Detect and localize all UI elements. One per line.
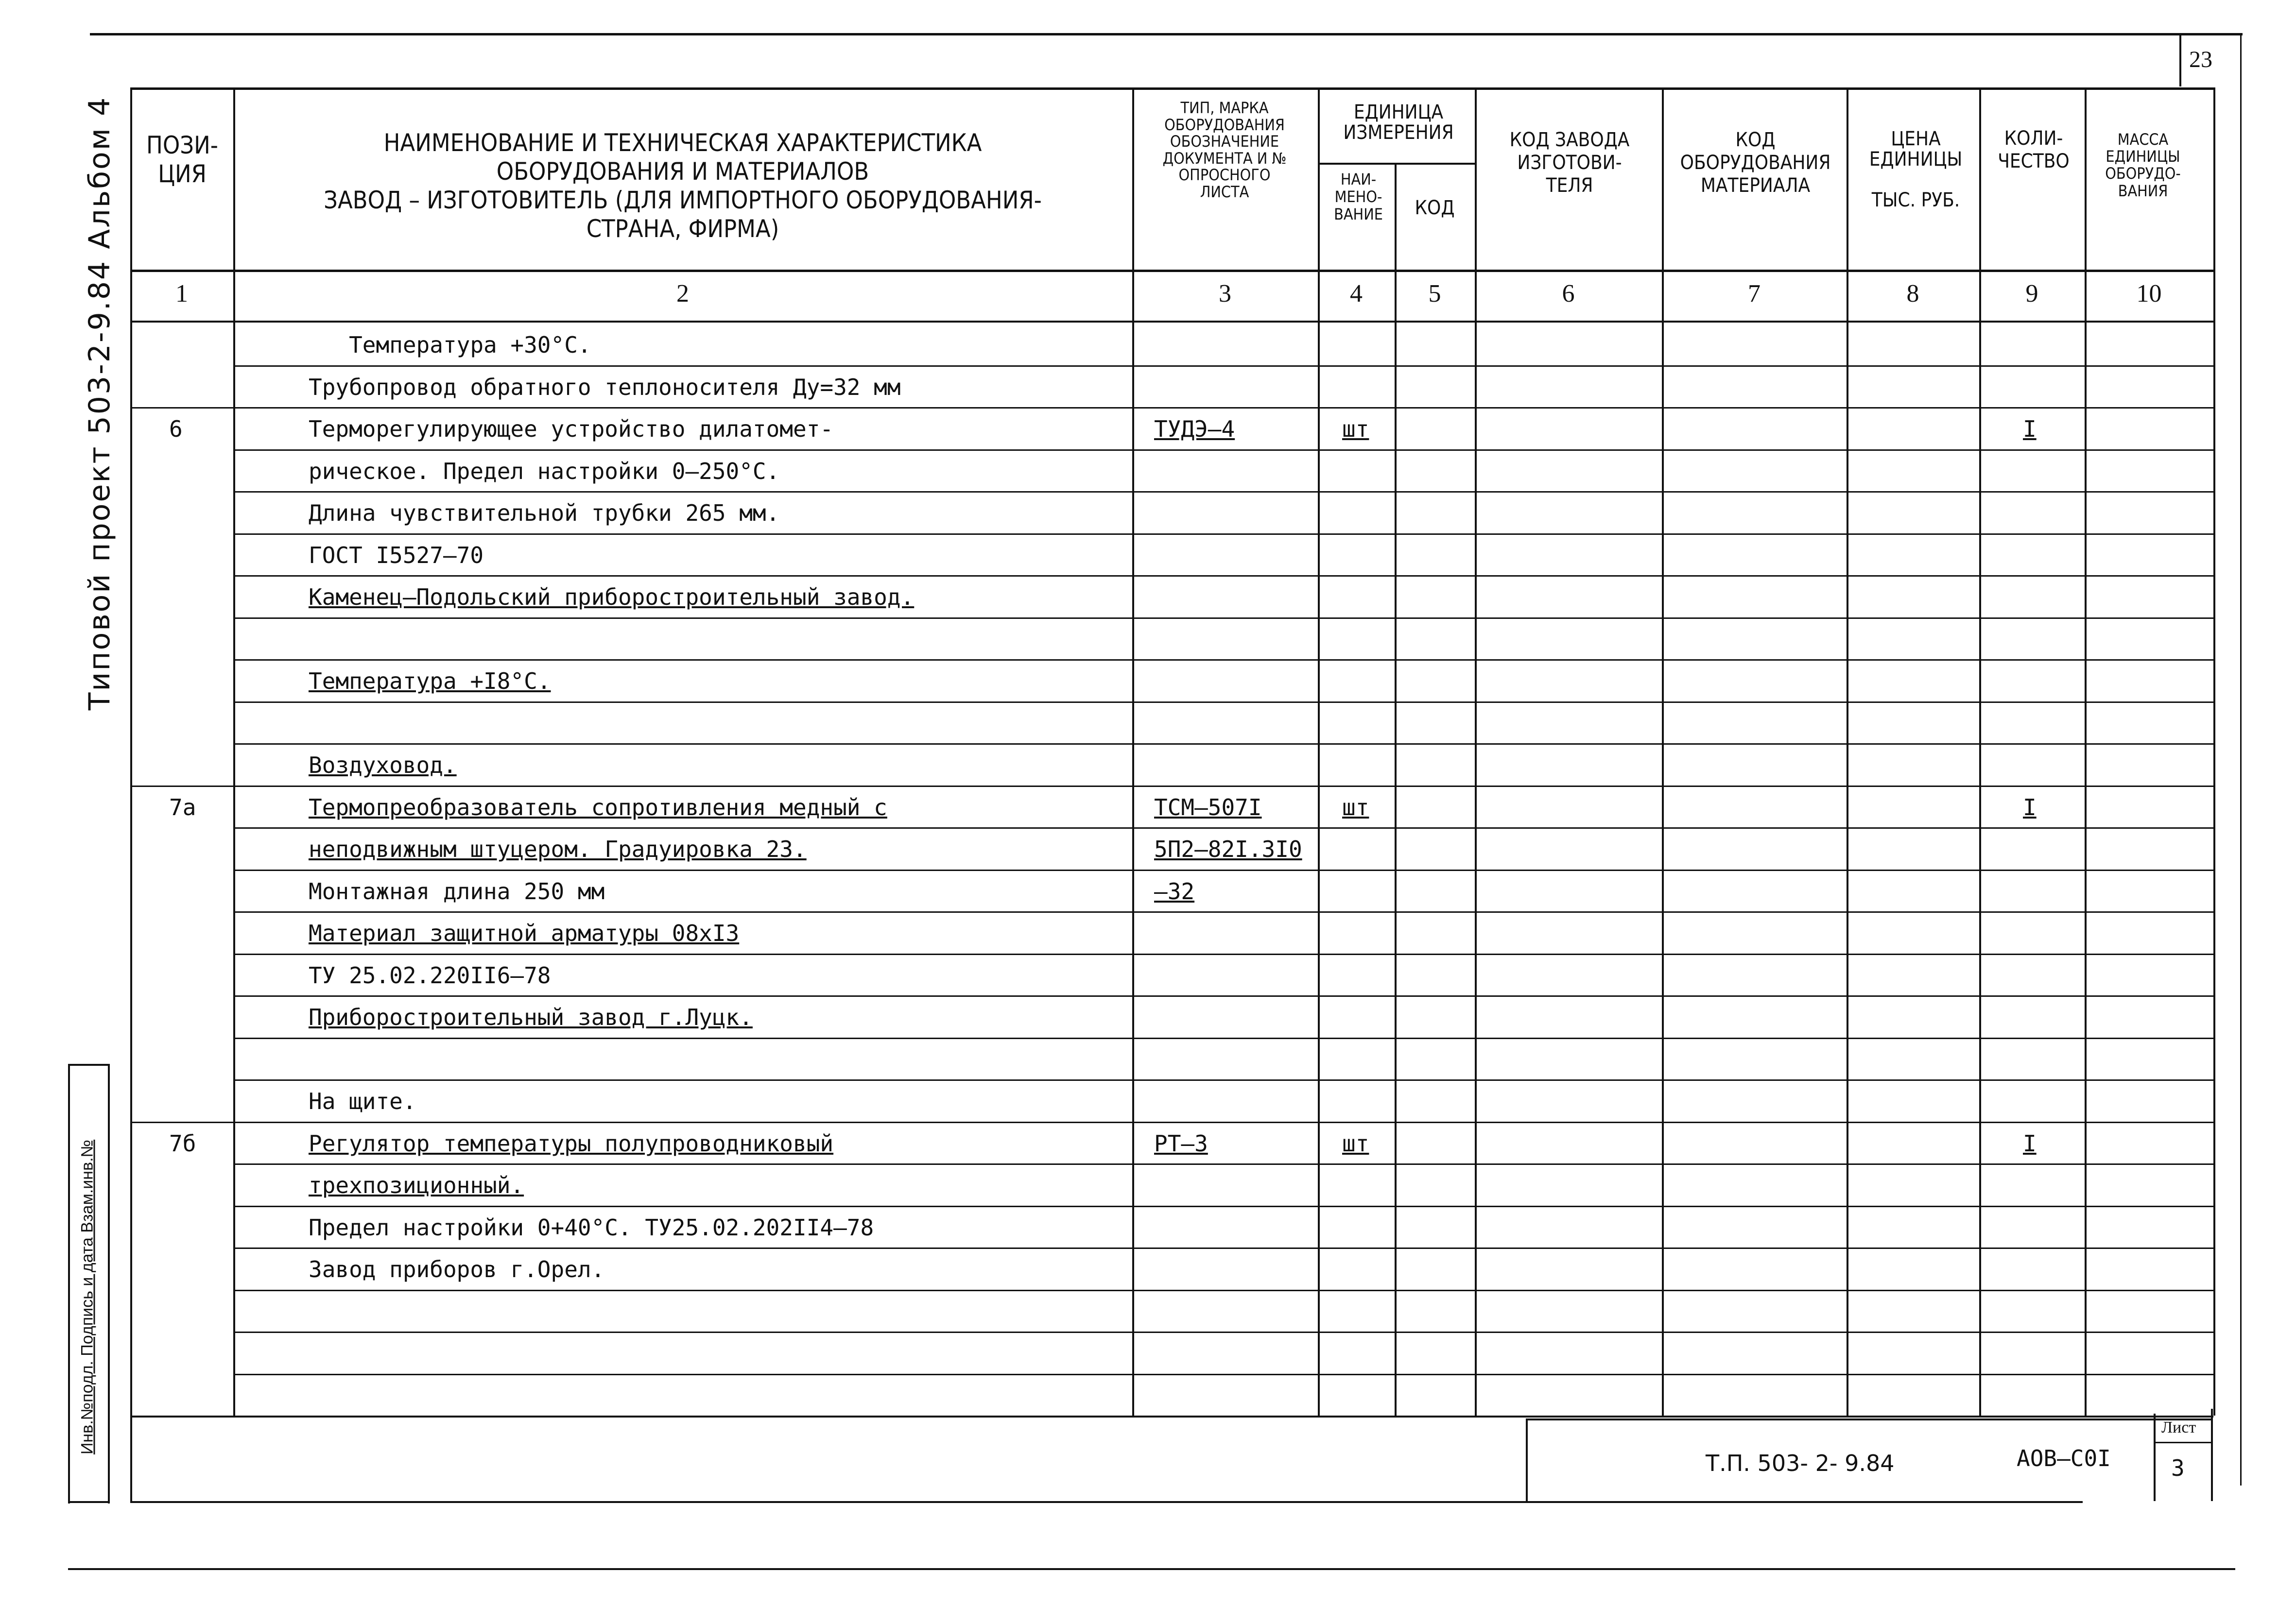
left-stamp-text: Инв.№подл. Подпись и дата Взам.инв.№ bbox=[78, 1139, 97, 1455]
row-type: ТСМ–507I bbox=[1154, 794, 1262, 820]
row-quantity: I bbox=[2023, 416, 2037, 442]
row-type: –32 bbox=[1154, 878, 1195, 905]
row-name: Каменец–Подольский приборостроительный завод. bbox=[309, 584, 915, 610]
pos-line-2 bbox=[130, 407, 233, 409]
row-line-23 bbox=[233, 1290, 2213, 1291]
row-quantity: I bbox=[2023, 1130, 2037, 1157]
row-line-9 bbox=[233, 701, 2213, 703]
column-number-5: 5 bbox=[1428, 280, 1441, 308]
row-name: трехпозиционный. bbox=[309, 1172, 524, 1198]
row-position: 6 bbox=[169, 416, 183, 442]
row-line-11 bbox=[233, 786, 2213, 787]
row-line-13 bbox=[233, 870, 2213, 871]
row-name: Терморегулирующее устройство дилатомет- bbox=[309, 416, 834, 442]
sheet-number-box bbox=[2179, 33, 2181, 86]
column-number-1: 1 bbox=[175, 280, 188, 308]
column-number-2: 2 bbox=[676, 280, 689, 308]
frame-left-lower bbox=[130, 1416, 132, 1501]
header-position: ПОЗИ- ЦИЯ bbox=[146, 131, 218, 188]
row-position: 7б bbox=[169, 1130, 196, 1157]
row-type: 5П2–82I.3I0 bbox=[1154, 836, 1302, 862]
stamp-sheet-divider-h bbox=[2154, 1442, 2211, 1443]
header-unit-mass: МАССА ЕДИНИЦЫ ОБОРУДО- ВАНИЯ bbox=[2105, 130, 2181, 200]
row-line-2 bbox=[233, 407, 2213, 409]
header-bottom-border bbox=[130, 270, 2213, 272]
row-name: Длина чувствительной трубки 265 мм. bbox=[309, 500, 780, 526]
column-number-bottom-border bbox=[130, 321, 2213, 323]
row-name: Регулятор температуры полупроводниковый bbox=[309, 1130, 834, 1157]
pos-line-11 bbox=[130, 786, 233, 787]
row-line-1 bbox=[233, 365, 2213, 367]
row-name: На щите. bbox=[309, 1088, 416, 1114]
stamp-sheet-number: 3 bbox=[2171, 1455, 2185, 1481]
row-unit: шт bbox=[1342, 416, 1369, 442]
row-line-6 bbox=[233, 575, 2213, 577]
column-number-8: 8 bbox=[1906, 280, 1919, 308]
row-type: ТУДЭ–4 bbox=[1154, 416, 1235, 442]
row-line-22 bbox=[233, 1247, 2213, 1249]
row-line-8 bbox=[233, 659, 2213, 661]
stamp-sheet-label: Лист bbox=[2161, 1418, 2196, 1436]
right-edge bbox=[2240, 33, 2242, 1486]
row-line-18 bbox=[233, 1079, 2213, 1081]
row-line-24 bbox=[233, 1332, 2213, 1333]
header-material-code: КОД ОБОРУДОВАНИЯ МАТЕРИАЛА bbox=[1680, 129, 1831, 197]
row-line-5 bbox=[233, 533, 2213, 535]
row-line-14 bbox=[233, 911, 2213, 913]
stamp-strip-top bbox=[68, 1064, 110, 1066]
row-name: неподвижным штуцером. Градуировка 23. bbox=[309, 836, 807, 862]
bottom-rule bbox=[68, 1568, 2235, 1570]
column-line-10 bbox=[2213, 87, 2215, 1416]
stamp-strip-bottom bbox=[68, 1501, 110, 1503]
row-line-20 bbox=[233, 1163, 2213, 1165]
row-line-16 bbox=[233, 995, 2213, 997]
row-line-25 bbox=[233, 1374, 2213, 1375]
row-name: Температура +30°С. bbox=[309, 332, 591, 358]
header-factory-code: КОД ЗАВОДА ИЗГОТОВИ- ТЕЛЯ bbox=[1509, 129, 1630, 197]
frame-right-lower bbox=[2211, 1409, 2213, 1501]
row-position: 7а bbox=[169, 794, 196, 820]
row-name: ГОСТ I5527–70 bbox=[309, 542, 484, 568]
row-line-21 bbox=[233, 1206, 2213, 1207]
row-line-19 bbox=[233, 1122, 2213, 1123]
row-name: Температура +I8°С. bbox=[309, 668, 551, 694]
column-number-3: 3 bbox=[1219, 280, 1231, 308]
header-unit-group: ЕДИНИЦА ИЗМЕРЕНИЯ bbox=[1343, 101, 1454, 144]
row-name: Трубопровод обратного теплоносителя Ду=32 мм bbox=[309, 374, 901, 400]
stamp-block-top bbox=[1526, 1418, 2211, 1420]
row-line-12 bbox=[233, 827, 2213, 829]
row-name: ТУ 25.02.220II6–78 bbox=[309, 962, 551, 989]
header-name: НАИМЕНОВАНИЕ И ТЕХНИЧЕСКАЯ ХАРАКТЕРИСТИКА ОБОРУДОВАНИЯ И МАТЕРИАЛОВ ЗАВОД – ИЗГОТОВИТЕЛЬ (ДЛЯ ИМПОРТНОГО ОБОРУДОВАНИЯ- СТРАНА, ФИРМА) bbox=[324, 129, 1042, 243]
row-name: Предел настройки 0+40°С. ТУ25.02.202II4–78 bbox=[309, 1214, 874, 1241]
column-number-7: 7 bbox=[1748, 280, 1761, 308]
stamp-project-code: Т.П. 503- 2- 9.84 bbox=[1706, 1450, 1895, 1476]
row-name: Материал защитной арматуры 08хI3 bbox=[309, 920, 740, 946]
row-quantity: I bbox=[2023, 794, 2037, 820]
header-unit-name: НАИ- МЕНО- ВАНИЕ bbox=[1334, 170, 1383, 223]
row-unit: шт bbox=[1342, 1130, 1369, 1157]
top-rule bbox=[90, 33, 2243, 35]
row-name: Монтажная длина 250 мм bbox=[309, 878, 605, 905]
column-number-9: 9 bbox=[2025, 280, 2038, 308]
table-top-border bbox=[130, 87, 2213, 90]
pos-line-19 bbox=[130, 1122, 233, 1123]
row-line-7 bbox=[233, 617, 2213, 619]
stamp-strip-left bbox=[68, 1064, 70, 1503]
row-line-10 bbox=[233, 743, 2213, 745]
row-type: РТ–3 bbox=[1154, 1130, 1208, 1157]
row-name: Воздуховод. bbox=[309, 752, 457, 778]
column-number-10: 10 bbox=[2136, 280, 2162, 308]
header-unit-code: КОД bbox=[1415, 197, 1455, 219]
header-type: ТИП, МАРКА ОБОРУДОВАНИЯ ОБОЗНАЧЕНИЕ ДОКУМЕНТА И № ОПРОСНОГО ЛИСТА bbox=[1162, 99, 1287, 201]
header-unit-price: ЦЕНА ЕДИНИЦЫ ТЫС. РУБ. bbox=[1869, 128, 1963, 211]
row-name: рическое. Предел настройки 0–250°С. bbox=[309, 458, 780, 484]
row-line-15 bbox=[233, 954, 2213, 955]
frame-bottom bbox=[130, 1501, 2083, 1503]
side-label: Типовой проект 503-2-9.84 Альбом 4 bbox=[83, 96, 117, 711]
column-line-4 bbox=[1395, 163, 1397, 1416]
row-name: Приборостроительный завод г.Луцк. bbox=[309, 1004, 753, 1030]
row-unit: шт bbox=[1342, 794, 1369, 820]
table-bottom-border bbox=[130, 1416, 2213, 1418]
stamp-block-left bbox=[1526, 1418, 1528, 1501]
column-number-6: 6 bbox=[1562, 280, 1575, 308]
row-name: Завод приборов г.Орел. bbox=[309, 1256, 605, 1282]
column-number-4: 4 bbox=[1350, 280, 1363, 308]
sheet-number: 23 bbox=[2189, 47, 2212, 72]
stamp-sheet-divider bbox=[2154, 1414, 2156, 1501]
row-line-17 bbox=[233, 1038, 2213, 1039]
row-line-3 bbox=[233, 449, 2213, 451]
row-line-4 bbox=[233, 491, 2213, 493]
stamp-doc-code: АОВ–С0I bbox=[2017, 1445, 2111, 1471]
stamp-strip-right bbox=[108, 1064, 110, 1503]
header-quantity: КОЛИ- ЧЕСТВО bbox=[1998, 127, 2070, 173]
row-name: Термопреобразователь сопротивления медный с bbox=[309, 794, 887, 820]
